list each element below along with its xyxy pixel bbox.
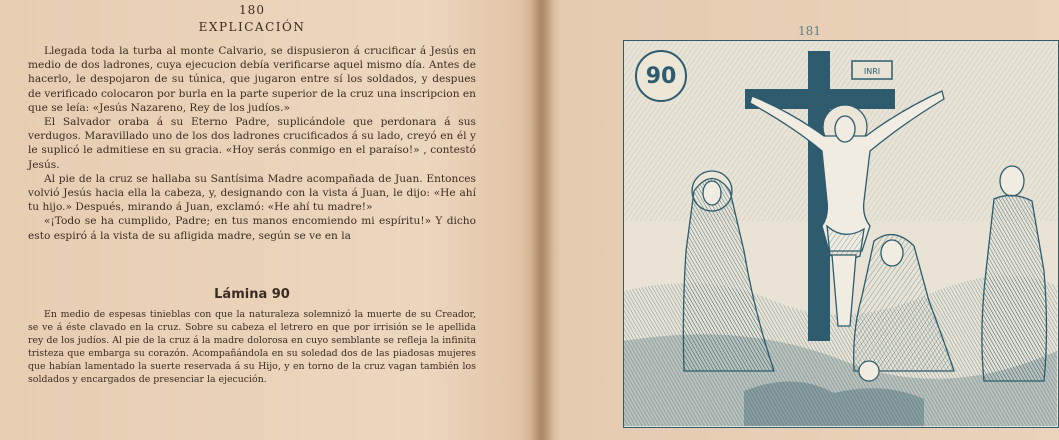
plate-number-badge: 90 (635, 50, 687, 102)
plate-caption (28, 308, 476, 386)
page-number-right: 181 (798, 24, 821, 38)
paragraph-2: El Salvador oraba á su Eterno Padre, suplicándole que perdonara á sus verdugos. Maravillado uno de los dos ladrones crucificados á su lado, creyó en él y le suplicó le admitiese en su gracia. «Hoy serás conmigo en el paraíso!» , contestó Jesús. (28, 116, 476, 171)
book-gutter (530, 0, 554, 440)
plate-illustration (623, 40, 1059, 428)
inri-label: INRI (863, 67, 881, 76)
caption-text: En medio de espesas tinieblas con que la naturaleza solemnizó la muerte de su Creador, se ve á éste clavado en la cruz. Sobre su cabeza el letrero en que por irrisión se le apellida rey de los judíos. Al pie de la cruz á la madre dolorosa en cuyo semblante se refleja la infinita tristeza que embarga su corazón. Acompañándola en su soledad dos de las piadosas mujeres que habían lamentado la suerte reservada á su Hijo, y en torno de la cruz vagan también los soldados y encargados de presenciar la ejecución. (28, 309, 476, 385)
paragraph-1: Llegada toda la turba al monte Calvario, se dispusieron á crucificar á Jesús en medio de dos ladrones, cuya ejecucion debía verificarse aquel mismo día. Antes de hacerlo, le despojaron de su túnica, que jugaron entre sí los soldados, y despues de verificado colocaron por burla en la parte superior de la cruz una inscripcion en que se leía: «Jesús Nazareno, Rey de los judíos.» (28, 45, 476, 114)
right-page (560, 0, 1059, 440)
page-number-left: 180 (239, 3, 265, 17)
paragraph-4: «¡Todo se ha cumplido, Padre; en tus manos encomiendo mi espíritu!» Y dicho esto espiró á la vista de su afligida madre, según se ve en la (28, 215, 476, 242)
running-head: EXPLICACIÓN (198, 20, 306, 34)
body-text (28, 44, 476, 243)
plate-title: Lámina 90 (214, 287, 290, 302)
paragraph-3: Al pie de la cruz se hallaba su Santísima Madre acompañada de Juan. Entonces volvió Jesús hacia ella la cabeza, y, designando con la vista á Juan, le dijo: «He ahí tu hijo.» Después, mirando á Juan, exclamó: «He ahí tu madre!» (28, 172, 476, 214)
left-page (28, 0, 476, 440)
crucifixion-engraving (624, 41, 1057, 426)
